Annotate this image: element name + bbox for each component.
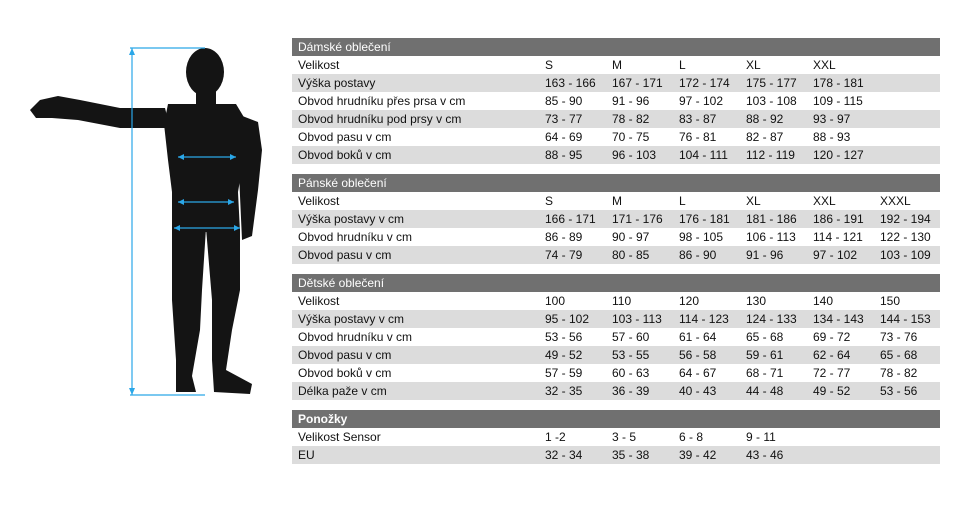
size-cell: 95 - 102 <box>545 312 590 326</box>
size-cell: 122 - 130 <box>880 230 931 244</box>
size-cell: L <box>679 194 686 208</box>
size-cell: 120 <box>679 294 700 308</box>
size-cell: 70 - 75 <box>612 130 650 144</box>
size-cell: 172 - 174 <box>679 76 730 90</box>
size-cell: S <box>545 194 554 208</box>
table-row <box>292 210 940 228</box>
size-cell: 192 - 194 <box>880 212 931 226</box>
size-cell: 167 - 171 <box>612 76 663 90</box>
size-cell: 97 - 102 <box>679 94 724 108</box>
size-cell: M <box>612 58 622 72</box>
size-cell: 96 - 103 <box>612 148 657 162</box>
size-cell <box>880 56 940 74</box>
table-row <box>292 382 940 400</box>
row-label: Velikost <box>298 194 340 208</box>
row-label: Délka paže v cm <box>298 384 387 398</box>
table-row <box>292 446 940 464</box>
size-cell: 97 - 102 <box>813 248 858 262</box>
size-cell: 163 - 166 <box>545 76 596 90</box>
size-cell: 171 - 176 <box>612 212 663 226</box>
table-row <box>292 228 940 246</box>
size-cell: 9 - 11 <box>746 430 776 444</box>
size-cell <box>813 428 880 446</box>
body-measurement-figure-icon <box>0 0 280 508</box>
size-cell: 104 - 111 <box>679 148 728 162</box>
size-cell: 69 - 72 <box>813 330 851 344</box>
table-title: Pánské oblečení <box>292 174 940 192</box>
size-cell: 56 - 58 <box>679 348 717 362</box>
size-cell: 124 - 133 <box>746 312 797 326</box>
table-row <box>292 310 940 328</box>
size-cell: 112 - 119 <box>746 148 795 162</box>
size-cell: 186 - 191 <box>813 212 864 226</box>
row-label: EU <box>298 448 315 462</box>
size-cell: 44 - 48 <box>746 384 784 398</box>
size-cell: 100 <box>545 294 566 308</box>
size-cell: 91 - 96 <box>612 94 650 108</box>
size-cell: 88 - 93 <box>813 130 851 144</box>
row-label: Obvod pasu v cm <box>298 248 392 262</box>
size-cell: 114 - 123 <box>679 312 729 326</box>
size-cell: 68 - 71 <box>746 366 784 380</box>
row-label: Výška postavy v cm <box>298 312 405 326</box>
size-cell: 78 - 82 <box>880 366 918 380</box>
size-cell: 88 - 92 <box>746 112 784 126</box>
size-cell: 43 - 46 <box>746 448 784 462</box>
size-cell: 64 - 69 <box>545 130 583 144</box>
size-cell: 178 - 181 <box>813 76 864 90</box>
row-label: Obvod hrudníku v cm <box>298 230 413 244</box>
row-label: Obvod boků v cm <box>298 148 392 162</box>
row-label: Obvod pasu v cm <box>298 348 392 362</box>
size-cell: L <box>679 58 686 72</box>
size-cell: 103 - 108 <box>746 94 797 108</box>
size-cell: 175 - 177 <box>746 76 797 90</box>
row-label: Velikost <box>298 58 340 72</box>
size-table <box>292 38 940 164</box>
table-row <box>292 128 940 146</box>
size-cell: 93 - 97 <box>813 112 851 126</box>
size-cell: 62 - 64 <box>813 348 851 362</box>
size-cell: 86 - 90 <box>679 248 717 262</box>
row-label: Obvod hrudníku přes prsa v cm <box>298 94 466 108</box>
size-cell: 166 - 171 <box>545 212 596 226</box>
row-label: Obvod pasu v cm <box>298 130 392 144</box>
size-cell <box>813 446 880 464</box>
size-cell: 76 - 81 <box>679 130 717 144</box>
size-cell <box>880 428 940 446</box>
size-cell: 61 - 64 <box>679 330 717 344</box>
size-cell: 114 - 121 <box>813 230 863 244</box>
size-cell: 73 - 76 <box>880 330 918 344</box>
size-cell: XXL <box>813 194 836 208</box>
size-cell: 78 - 82 <box>612 112 650 126</box>
size-cell: 32 - 35 <box>545 384 583 398</box>
size-cell: 3 - 5 <box>612 430 637 444</box>
table-row <box>292 292 940 310</box>
row-label: Obvod boků v cm <box>298 366 392 380</box>
size-cell: 57 - 60 <box>612 330 650 344</box>
size-cell: 64 - 67 <box>679 366 717 380</box>
size-cell: 57 - 59 <box>545 366 583 380</box>
size-cell: XL <box>746 194 761 208</box>
row-label: Obvod hrudníku pod prsy v cm <box>298 112 462 126</box>
size-cell: 65 - 68 <box>746 330 784 344</box>
size-cell: 85 - 90 <box>545 94 583 108</box>
table-title: Ponožky <box>292 410 940 428</box>
size-cell: 59 - 61 <box>746 348 784 362</box>
size-cell: 110 <box>612 294 632 308</box>
table-row <box>292 246 940 264</box>
size-cell: XL <box>746 58 761 72</box>
size-cell: 60 - 63 <box>612 366 650 380</box>
table-row <box>292 146 940 164</box>
table-row <box>292 364 940 382</box>
size-cell: 103 - 109 <box>880 248 931 262</box>
size-cell: M <box>612 194 622 208</box>
size-cell: 90 - 97 <box>612 230 650 244</box>
size-cell: S <box>545 58 554 72</box>
size-cell <box>880 110 940 128</box>
size-cell: 6 - 8 <box>679 430 704 444</box>
size-cell <box>880 446 940 464</box>
size-cell: 144 - 153 <box>880 312 931 326</box>
size-table <box>292 410 940 464</box>
row-label: Výška postavy v cm <box>298 212 405 226</box>
size-tables <box>292 38 940 474</box>
size-table <box>292 174 940 264</box>
size-cell: 35 - 38 <box>612 448 650 462</box>
table-title: Dámské oblečení <box>292 38 940 56</box>
size-cell: 88 - 95 <box>545 148 583 162</box>
size-cell <box>880 146 940 164</box>
size-cell: 32 - 34 <box>545 448 583 462</box>
table-row <box>292 56 940 74</box>
row-label: Obvod hrudníku v cm <box>298 330 413 344</box>
size-cell: 130 <box>746 294 767 308</box>
size-cell: 83 - 87 <box>679 112 717 126</box>
size-cell: 134 - 143 <box>813 312 864 326</box>
size-cell: 1 -2 <box>545 430 566 444</box>
table-title: Dětské oblečení <box>292 274 940 292</box>
table-row <box>292 192 940 210</box>
row-label: Velikost <box>298 294 340 308</box>
size-cell: 73 - 77 <box>545 112 583 126</box>
table-row <box>292 428 940 446</box>
size-cell: 98 - 105 <box>679 230 724 244</box>
size-cell: 181 - 186 <box>746 212 797 226</box>
size-table <box>292 274 940 400</box>
size-cell: 106 - 113 <box>746 230 796 244</box>
size-cell <box>880 92 940 110</box>
size-cell: 40 - 43 <box>679 384 717 398</box>
size-cell: 150 <box>880 294 901 308</box>
size-cell: 140 <box>813 294 834 308</box>
row-label: Výška postavy <box>298 76 376 90</box>
size-cell: 72 - 77 <box>813 366 851 380</box>
table-row <box>292 328 940 346</box>
size-cell: 36 - 39 <box>612 384 650 398</box>
size-cell: 39 - 42 <box>679 448 717 462</box>
table-row <box>292 110 940 128</box>
size-cell: 53 - 56 <box>880 384 918 398</box>
table-row <box>292 346 940 364</box>
size-cell: XXL <box>813 58 836 72</box>
table-row <box>292 74 940 92</box>
row-label: Velikost Sensor <box>298 430 381 444</box>
size-cell: 176 - 181 <box>679 212 730 226</box>
size-cell: XXXL <box>880 194 911 208</box>
size-cell: 82 - 87 <box>746 130 784 144</box>
size-cell: 109 - 115 <box>813 94 863 108</box>
size-cell: 53 - 55 <box>612 348 650 362</box>
size-cell: 65 - 68 <box>880 348 918 362</box>
size-cell <box>880 74 940 92</box>
size-cell: 103 - 113 <box>612 312 662 326</box>
size-cell: 49 - 52 <box>545 348 583 362</box>
size-cell: 49 - 52 <box>813 384 851 398</box>
table-row <box>292 92 940 110</box>
size-cell: 74 - 79 <box>545 248 583 262</box>
size-cell: 86 - 89 <box>545 230 583 244</box>
size-cell: 120 - 127 <box>813 148 864 162</box>
size-cell: 53 - 56 <box>545 330 583 344</box>
size-cell: 80 - 85 <box>612 248 650 262</box>
size-cell: 91 - 96 <box>746 248 784 262</box>
size-cell <box>880 128 940 146</box>
